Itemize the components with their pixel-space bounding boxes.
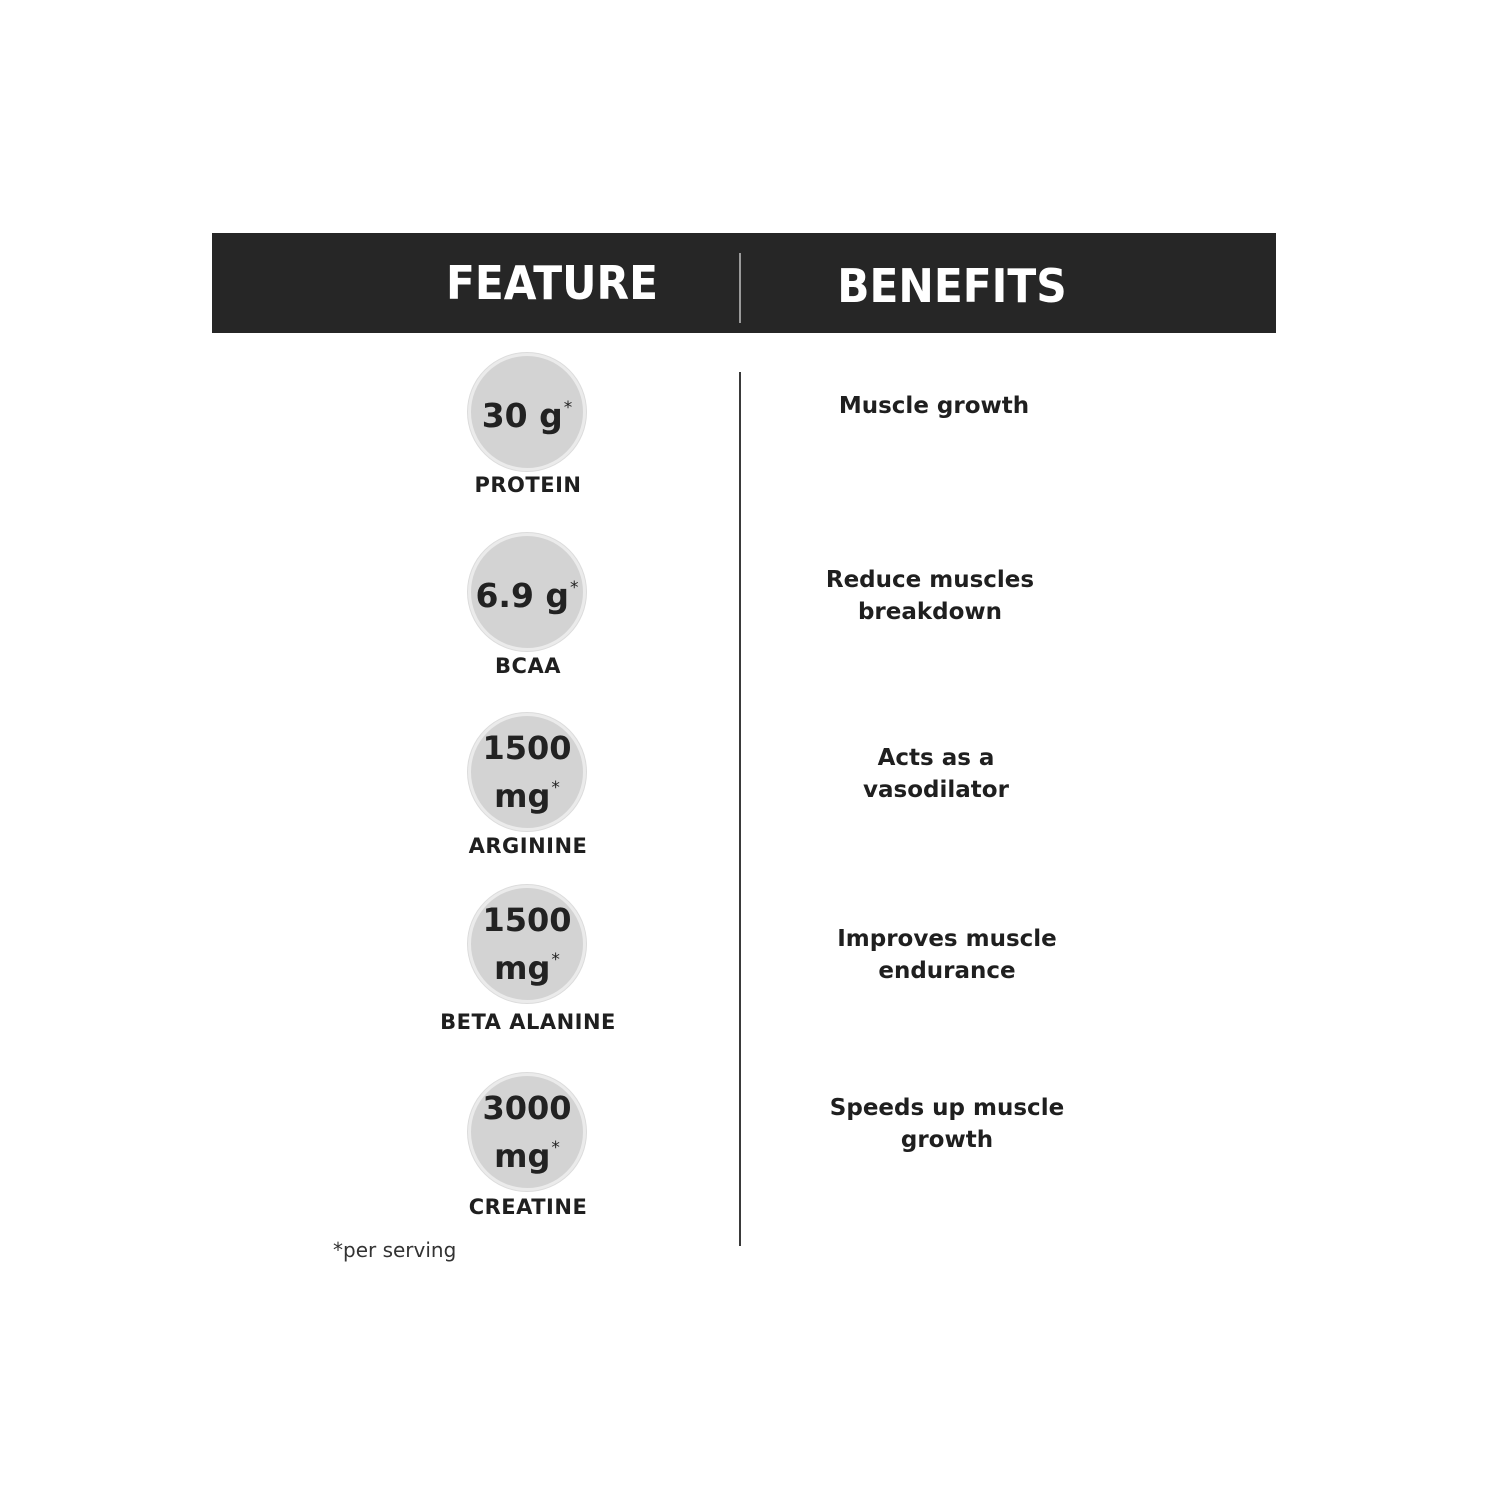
benefit-line: Acts as a: [877, 745, 995, 771]
benefit-line: endurance: [878, 958, 1016, 984]
benefit-text: [797, 1092, 1097, 1156]
benefit-line: Speeds up muscle: [829, 1095, 1065, 1121]
footnote: *per serving: [333, 1238, 457, 1262]
feature-label: BCAA: [495, 654, 561, 678]
value-number: 1500: [482, 729, 572, 767]
value-badge: [468, 533, 586, 651]
value-unit: mg*: [494, 777, 560, 815]
feature-label: CREATINE: [468, 1195, 588, 1219]
value-badge: [468, 885, 586, 1003]
benefit-line: Reduce muscles: [825, 567, 1035, 593]
value-text: 6.9 g*: [475, 576, 579, 615]
benefit-text: [797, 923, 1097, 987]
value-unit: mg*: [494, 949, 560, 987]
benefit-line: Improves muscle: [837, 926, 1057, 952]
benefits-column-title: BENEFITS: [837, 259, 1067, 313]
feature-label: ARGININE: [468, 834, 588, 858]
value-unit: mg*: [494, 1137, 560, 1175]
table-header: [212, 233, 1276, 333]
benefit-text: [780, 564, 1080, 628]
benefit-text: [784, 390, 1084, 422]
value-number: 3000: [482, 1089, 572, 1127]
feature-column-title: FEATURE: [445, 256, 659, 310]
value-text: 30 g*: [481, 396, 573, 435]
value-badge: [468, 353, 586, 471]
benefit-line: breakdown: [857, 599, 1003, 625]
value-badge: [468, 1073, 586, 1191]
header-divider: [739, 253, 741, 323]
benefit-text: [786, 742, 1086, 806]
benefit-line: growth: [900, 1127, 994, 1153]
value-badge: [468, 713, 586, 831]
feature-label: BETA ALANINE: [440, 1010, 616, 1034]
benefit-line: Muscle growth: [838, 393, 1030, 419]
column-divider: [739, 372, 741, 1246]
benefit-line: vasodilator: [863, 777, 1009, 803]
value-number: 1500: [482, 901, 572, 939]
feature-label: PROTEIN: [474, 473, 582, 497]
